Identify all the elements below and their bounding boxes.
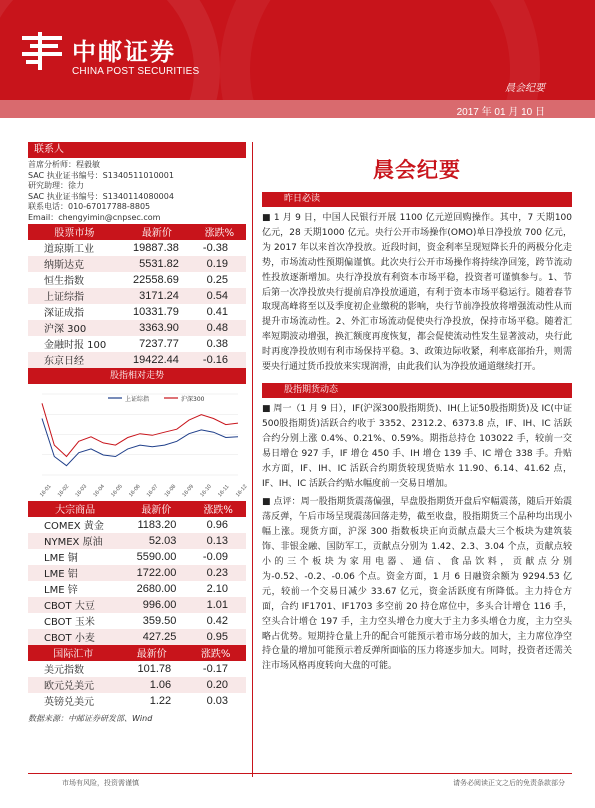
row-name: LME 铜 [44,553,78,565]
row-change: 0.48 [193,320,246,336]
chart-section-title: 股指相对走势 [28,368,246,384]
table-row [28,677,246,693]
legend-label: 沪深300 [181,395,205,403]
contact-line: 首席分析师：程毅敏 [28,160,100,169]
row-change: 0.42 [206,614,228,627]
table-row [28,288,246,304]
contact-title: 联系人 [28,142,246,158]
row-name: CBOT 小麦 [28,629,122,645]
row-change: 0.20 [185,677,246,693]
brand-name-cn: 中邮证券 [72,37,176,66]
table-row [28,581,246,597]
row-name: 东京日经 [28,352,121,368]
legend-label: 上证综指 [125,395,150,403]
table-header: 股票市场 [28,224,121,240]
row-name: NYMEX 原油 [28,533,122,549]
table-row [28,613,246,629]
row-price: 22558.69 [132,273,179,286]
page-title: 晨会纪要 [373,157,461,182]
x-tick-label: 16-12 [234,483,249,498]
section-paragraph: ■ 点评：周一股指期货震荡偏强，早盘股指期货开盘后窄幅震荡，随后开始震荡反弹，午后市场呈现震荡回落走势，截至收盘，股指期货三个品种均出现小幅上涨。现货方面，沪深 300 指数板块正向贡献点最大三个板块为建筑装饰、非银金融、国防军工，贡献点分别为 1.42、2.3、3.04 个点，贡献点较小的三个板块为家用电器、通信、食品饮料，贡献点分别为-0.52、-0.2、-0.06 个点。资金方面，1 月 6 日融资余额为 9294.53 亿元，较前一个交易日减少 33.67 亿元，资金活跃度有所降低。主力持仓方面，合约 IF1701、IF1703 多空前 20 持仓席位中，多头合计增仓 116 手，空头合计增仓 197 手，主力空头增仓力度大于主力多头增仓力度，主力空头略占优势。短期持仓量上升的配合可能预示着市场分歧的加大，主力席位净空持仓量的增加可能预示着反弹所面临的压力将逐步加大。同时，投资者还需关注市场风格再度转向大盘的可能。 [262,497,572,672]
table-header: 国际汇市 [28,645,118,661]
row-price: 19422.44 [121,352,193,368]
row-price: 101.78 [137,662,172,675]
x-tick-label: 16-08 [163,483,178,498]
contact-list [28,160,246,224]
table-header: 最新价 [118,645,185,661]
table-row [28,565,246,581]
series-line [42,403,238,456]
row-price: 3171.24 [121,288,193,304]
table-row [28,597,246,613]
commodities-table [28,501,246,645]
table-row [28,256,246,272]
x-tick-label: 16-03 [74,483,89,498]
row-name: 道琼斯工业 [44,244,94,256]
footer-left: 市场有风险，投资需谨慎 [62,779,139,787]
table-row [28,304,246,320]
row-change: -0.17 [202,662,228,675]
row-change: 0.23 [190,565,246,581]
x-tick-label: 16-01 [38,483,53,498]
row-change: 0.41 [206,305,228,318]
china-post-logo-icon [20,30,64,72]
x-tick-label: 16-09 [181,483,196,498]
contact-line: 研究助理：徐力 [28,181,84,191]
table-row [28,629,246,645]
table-header: 大宗商品 [28,501,122,517]
table-row [28,320,246,336]
section-paragraph: ■ 周一（1 月 9 日），IF(沪深300股指期货)、IH(上证50股指期货)及 IC(中证500股指期货)活跃合约收于 3352、2312.2、6373.8 点，IF、IH、IC 活跃合约分别上涨 0.4%、0.21%、0.59%。期指总持仓 103022 手，较前一交易日增仓 927 手，IF 增仓 450 手、IH 增仓 139 手、IC 增仓 338 手。升贴水方面，IF、IH、IC 活跃合约期货较现货贴水 11.90、6.14、41.62 点，IF、IH、IC 活跃合约贴水幅度前一交易日增加。 [262,403,572,489]
table-header: 涨跌% [190,501,246,517]
row-price: 2680.00 [136,582,177,595]
row-price: 7237.77 [139,337,179,350]
row-change: 0.95 [190,629,246,645]
x-tick-label: 16-10 [199,483,213,498]
table-row [28,517,246,533]
row-change: -0.16 [193,352,246,368]
row-change: 0.13 [190,533,246,549]
x-tick-label: 16-05 [110,483,124,498]
footer-divider [28,773,572,774]
row-price: 52.03 [122,533,190,549]
row-change: -0.09 [202,550,228,563]
row-name: 美元指数 [44,665,84,677]
row-price: 996.00 [122,597,190,613]
section-header: 昨日必读 [262,192,572,207]
series-line [42,418,238,465]
row-name: 沪深 300 [28,320,121,336]
row-price: 5590.00 [136,550,177,563]
report-type: 晨会纪要 [505,83,545,94]
section-paragraph: ■ 1 月 9 日，中国人民银行开展 1100 亿元逆回购操作。其中，7 天期100 亿元，28 天期1000 亿元。央行公开市场操作(OMO)单日净投放 700 亿元，为 2017 年以来首次净投放。近段时间，资金利率呈现短降长升的两极分化走势，市场流动性预期偏谨慎。此次央行公开市场操作将持续净回笼，跨节流动性投放逐渐增加。央行净投放有利资本市场平稳，投资者可谨慎参与。1、节后第一次净投放央行提前启净投放通道，有利于资本市场平稳运行。随着春节取现高峰将至以及季度初企业缴税的影响，央行节前净投放将增强流动性从而提升市场流动性。2、外汇市场流动促使央行净投放，保持市场平稳。随着汇率短期波动增强，换汇额度再度恢复，都会促使流动性发生显著波动，央行此时再度净投放则有利市场保持平稳。3、政策边际收紧，利率底部抬升，则需要央行通过货币投放来实现润滑，由此我们认为净投放通道继续打开。 [262,213,572,373]
table-row [28,240,246,256]
row-change: 0.19 [193,256,246,272]
x-tick-label: 16-11 [217,483,231,498]
fx-table [28,645,246,709]
table-row [28,549,246,565]
sections [262,192,572,674]
row-price: 1.06 [118,677,185,693]
table-row [28,693,246,709]
table-header: 最新价 [121,224,193,240]
row-change: -0.38 [202,241,228,254]
section-header: 股指期货动态 [262,383,572,398]
row-change: 0.03 [206,694,228,707]
row-change: 2.10 [206,582,228,595]
row-name: 恒生指数 [44,276,84,288]
index-chart-svg [28,384,249,501]
row-price: 5531.82 [121,256,193,272]
table-row [28,661,246,677]
row-price: 1722.00 [122,565,190,581]
row-name: 欧元兑美元 [28,677,118,693]
table-header: 最新价 [122,501,190,517]
contact-line: SAC 执业证书编号：S1340114080004 [28,191,174,201]
row-name: 纳斯达克 [28,256,121,272]
row-change: 0.96 [206,518,228,531]
x-tick-label: 16-02 [56,483,71,498]
contact-line: 联系电话：010-67017788-8805 [28,202,151,212]
row-price: 359.50 [142,614,177,627]
column-divider [252,142,253,777]
table-row [28,336,246,352]
contact-line: SAC 执业证书编号：S1340511010001 [28,170,174,180]
table-row [28,272,246,288]
data-source: 数据来源：中邮证券研发部、Wind [28,713,153,723]
x-tick-label: 16-06 [128,483,142,498]
row-price: 10331.79 [132,305,179,318]
row-price: 1183.20 [137,518,177,531]
row-change: 0.54 [193,288,246,304]
stock-market-table [28,224,246,368]
x-tick-label: 16-07 [145,483,160,498]
table-header: 涨跌% [185,645,246,661]
date-bar [0,100,595,118]
row-name: 上证综指 [28,288,121,304]
row-price: 3363.90 [121,320,193,336]
index-chart [28,384,249,501]
row-name: 金融时报 100 [44,340,107,352]
table-row [28,352,246,368]
table-row [28,533,246,549]
report-header [0,0,595,100]
brand-name-en: CHINA POST SECURITIES [72,66,200,77]
contact-line: Email：chengyimin@cnpsec.com [28,212,161,222]
row-price: 427.25 [122,629,190,645]
row-name: LME 锌 [44,585,78,597]
x-tick-label: 16-04 [92,483,107,498]
row-name: COMEX 黄金 [44,521,104,533]
row-name: CBOT 大豆 [28,597,122,613]
table-header: 涨跌% [193,224,246,240]
footer-right: 请务必阅读正文之后的免责条款部分 [453,779,565,787]
report-date: 2017 年 01 月 10 日 [456,107,545,118]
row-name: 英镑兑美元 [44,697,94,709]
row-change: 1.01 [190,597,246,613]
row-name: 深证成指 [44,308,84,320]
row-name: LME 铝 [28,565,122,581]
main-content [262,142,572,674]
row-name: CBOT 玉米 [44,617,95,629]
row-change: 0.38 [206,337,228,350]
left-sidebar [28,142,249,724]
row-price: 1.22 [149,694,172,707]
row-price: 19887.38 [132,241,179,254]
row-change: 0.25 [206,273,228,286]
